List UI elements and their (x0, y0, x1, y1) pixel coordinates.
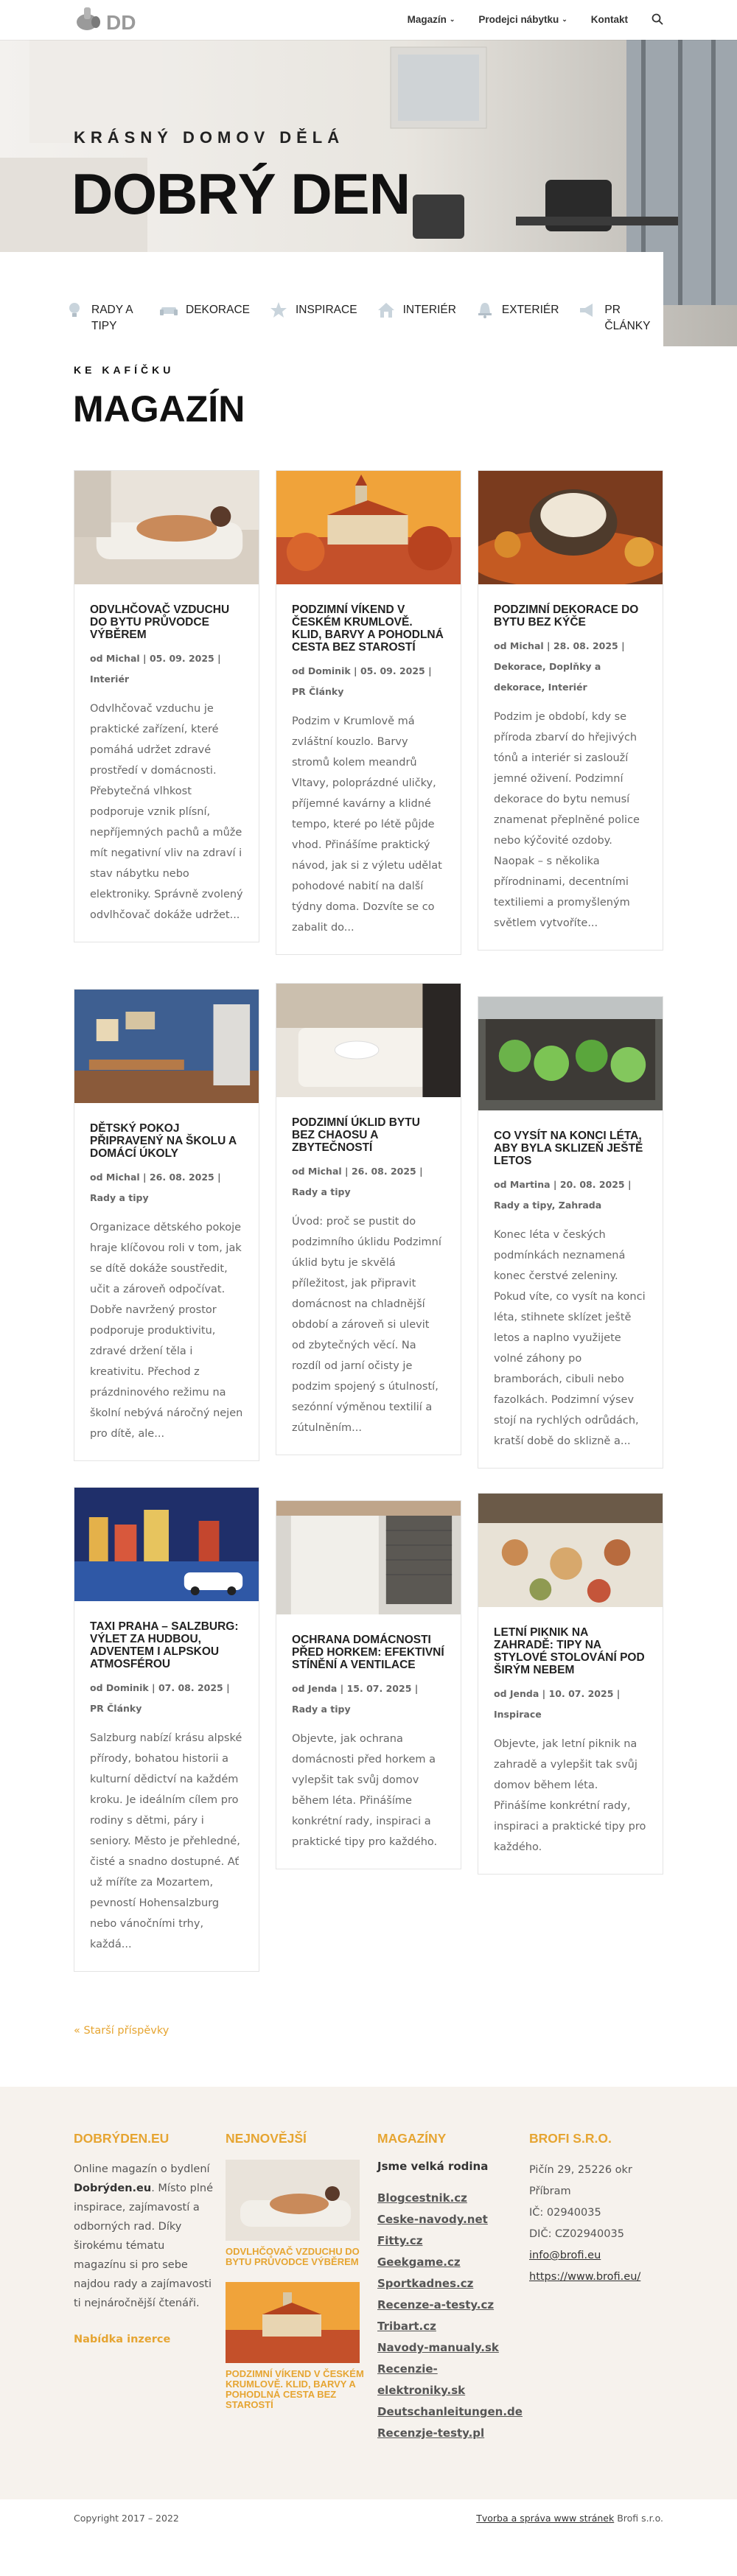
category-dekorace[interactable] (159, 302, 250, 320)
post-title[interactable]: ODVLHČOVAČ VZDUCHU DO BYTU PRŮVODCE VÝBĚREM (90, 603, 230, 641)
credit (476, 2513, 663, 2524)
lightbulb-icon (65, 301, 84, 320)
post-meta: od Michal | 05. 09. 2025 | Interiér (90, 653, 221, 685)
post-excerpt: Úvod: proč se pustit do podzimního úklidu Podzimní úklid bytu je skvělá příležitost, jak připravit domácnost na chladnější období a zároveň si ulevit od zbytečných věcí. Na rozdíl od jarní očisty je podzim spojený s útulností, sezónní výměnou textilií a zútulněním... (292, 1216, 441, 1434)
chevron-down-icon: ⌄ (449, 15, 455, 23)
company-dic: DIČ: CZ02940035 (529, 2228, 624, 2240)
post-meta: od Jenda | 10. 07. 2025 | Inspirace (494, 1688, 621, 1720)
footer-col-about (74, 2131, 214, 2345)
about-brand: Dobrýden.eu (74, 2183, 152, 2194)
post-title[interactable]: PODZIMNÍ ÚKLID BYTU BEZ CHAOSU A ZBYTEČNOSTÍ (292, 1116, 420, 1154)
post-meta: od Michal | 28. 08. 2025 | Dekorace, Doplňky a dekorace, Interiér (494, 640, 625, 693)
partner-link[interactable]: Recenze-a-testy.cz (377, 2298, 495, 2311)
post-date: 26. 08. 2025 (351, 1166, 416, 1177)
credit-suffix: Brofi s.r.o. (614, 2513, 663, 2524)
footer-heading: MAGAZÍNY (377, 2131, 447, 2146)
post-card[interactable] (74, 470, 259, 942)
post-date: 05. 09. 2025 (149, 653, 214, 664)
about-text-pre: Online magazín o bydlení (74, 2163, 210, 2175)
post-author[interactable]: Michal (105, 653, 140, 664)
post-title[interactable]: PODZIMNÍ VÍKEND V ČESKÉM KRUMLOVĚ. KLID, BARVY A POHODLNÁ CESTA BEZ STAROSTÍ (292, 603, 444, 654)
section-title: MAGAZÍN (73, 388, 245, 430)
footer-about-text (74, 2160, 214, 2313)
partner-link[interactable]: Navody-manualy.sk (377, 2341, 499, 2354)
meta-by: od (494, 1179, 507, 1190)
house-icon (377, 301, 396, 320)
site-logo[interactable] (74, 3, 147, 35)
post-excerpt: Konec léta v českých podmínkách neznamená konec čerstvé zeleniny. Pokud víte, co vysít na konci léta, stihnete sklízet ještě letos a naplno využijete volné záhony po bramborách, cibuli nebo fazolkách. Podzimní výsev stojí na rychlých odrůdách, kratší době do sklizně a... (494, 1229, 646, 1447)
post-date: 28. 08. 2025 (553, 640, 618, 651)
post-card[interactable] (74, 1487, 259, 1972)
latest-post-thumbnail[interactable] (226, 2160, 360, 2241)
category-rady-a-tipy[interactable] (65, 302, 140, 335)
site-header (0, 0, 737, 40)
post-meta: od Martina | 20. 08. 2025 | Rady a tipy, Zahrada (494, 1179, 632, 1211)
partner-link[interactable]: Geekgame.cz (377, 2255, 461, 2269)
nav-label: Magazín (407, 13, 447, 25)
latest-post-title[interactable]: PODZIMNÍ VÍKEND V ČESKÉM KRUMLOVĚ. KLID, BARVY A POHODLNÁ CESTA BEZ STAROSTÍ (226, 2368, 364, 2410)
post-thumbnail[interactable] (478, 471, 663, 584)
post-author[interactable]: Michal (105, 1172, 140, 1183)
bottom-bar (0, 2499, 737, 2576)
post-categories[interactable]: Inspirace (494, 1709, 542, 1720)
meta-by: od (292, 1683, 305, 1694)
post-author[interactable]: Martina (509, 1179, 551, 1190)
company-address: Pičín 29, 25226 okr Příbram (529, 2164, 632, 2197)
meta-by: od (90, 1172, 103, 1183)
partner-link[interactable]: Recenzie-elektroniky.sk (377, 2362, 466, 2397)
meta-by: od (292, 1166, 305, 1177)
post-author[interactable]: Jenda (509, 1688, 539, 1699)
post-card[interactable] (478, 996, 663, 1469)
post-excerpt: Objevte, jak ochrana domácnosti před horkem a vylepšit tak svůj domov během léta. Přinášíme konkrétní rady, inspiraci a praktické tipy pro každého. (292, 1733, 438, 1848)
post-author[interactable]: Dominik (307, 665, 351, 676)
company-email-link[interactable]: info@brofi.eu (529, 2250, 601, 2261)
post-title[interactable]: CO VYSÍT NA KONCI LÉTA, ABY BYLA SKLIZEŇ JEŠTĚ LETOS (494, 1130, 643, 1167)
partner-link[interactable]: Tribart.cz (377, 2320, 436, 2333)
post-thumbnail[interactable] (478, 997, 663, 1110)
post-categories[interactable]: PR Články (292, 686, 344, 697)
post-categories[interactable]: Interiér (90, 673, 130, 685)
post-card[interactable] (276, 1500, 461, 1869)
footer-col-company (529, 2131, 669, 2288)
post-meta: od Michal | 26. 08. 2025 | Rady a tipy (90, 1172, 221, 1203)
post-thumbnail[interactable] (276, 1501, 461, 1614)
bell-icon (475, 301, 495, 320)
category-label: EXTERIÉR (501, 304, 559, 316)
partner-link[interactable]: Recenzje-testy.pl (377, 2426, 485, 2440)
post-meta: od Michal | 26. 08. 2025 | Rady a tipy (292, 1166, 423, 1197)
company-web-link[interactable]: https://www.brofi.eu/ (529, 2271, 641, 2283)
search-icon[interactable] (652, 13, 663, 25)
partners-label: Jsme velká rodina (377, 2160, 489, 2173)
post-author[interactable]: Michal (509, 640, 544, 651)
about-text-post: . Místo plné inspirace, zajímavostí a odborných rad. Díky širokému tématu magazínu si pro sebe najdou rady a zajímavosti ti nejnáročnější čtenáři. (74, 2183, 214, 2309)
category-label: PR ČLÁNKY (604, 304, 651, 332)
post-author[interactable]: Jenda (307, 1683, 338, 1694)
post-date: 26. 08. 2025 (149, 1172, 214, 1183)
meta-by: od (494, 640, 507, 651)
section-kicker: KE KAFÍČKU (74, 364, 175, 376)
post-excerpt: Organizace dětského pokoje hraje klíčovou roli v tom, jak se dítě dokáže soustředit, učit a zároveň odpočívat. Dobře navržený prostor podporuje produktivitu, zdravé držení těla i kreativitu. Přechod z prázdninového režimu na školní nebývá náročný nejen pro dítě, ale... (90, 1222, 243, 1440)
latest-post-title[interactable]: ODVLHČOVAČ VZDUCHU DO BYTU PRŮVODCE VÝBĚREM (226, 2246, 360, 2267)
star-icon (269, 301, 288, 320)
post-thumbnail[interactable] (478, 1494, 663, 1607)
post-categories[interactable]: Rady a tipy (292, 1186, 351, 1197)
footer-col-latest (226, 2131, 366, 2425)
post-date: 10. 07. 2025 (548, 1688, 614, 1699)
post-title[interactable]: PODZIMNÍ DEKORACE DO BYTU BEZ KÝČE (494, 603, 639, 629)
nav-item-prodejci[interactable] (478, 14, 567, 25)
megaphone-icon (578, 301, 597, 320)
meta-by: od (292, 665, 305, 676)
credit-link[interactable]: Tvorba a správa www stránek (476, 2513, 615, 2524)
category-inspirace[interactable] (269, 302, 357, 320)
post-categories[interactable]: Rady a tipy, Zahrada (494, 1200, 602, 1211)
post-thumbnail[interactable] (276, 984, 461, 1097)
partner-link[interactable]: Sportkadnes.cz (377, 2277, 474, 2290)
footer-col-magazines (377, 2131, 523, 2444)
footer-heading: NEJNOVĚJŠÍ (226, 2131, 307, 2146)
post-thumbnail[interactable] (276, 471, 461, 584)
post-card[interactable] (74, 989, 259, 1461)
footer-heading: DOBRÝDEN.EU (74, 2131, 170, 2146)
post-title[interactable]: TAXI PRAHA – SALZBURG: VÝLET ZA HUDBOU, ADVENTEM I ALPSKOU ATMOSFÉROU (90, 1620, 239, 1670)
post-date: 15. 07. 2025 (346, 1683, 412, 1694)
chevron-down-icon: ⌄ (562, 15, 567, 23)
nav-label: Prodejci nábytku (478, 13, 559, 25)
post-author[interactable]: Dominik (105, 1682, 149, 1693)
post-date: 05. 09. 2025 (360, 665, 425, 676)
partner-link[interactable]: Deutschanleitungen.de (377, 2405, 523, 2418)
partner-link[interactable]: Ceske-navody.net (377, 2213, 488, 2226)
post-meta: od Dominik | 07. 08. 2025 | PR Články (90, 1682, 230, 1714)
post-excerpt: Salzburg nabízí krásu alpské přírody, bohatou historii a kulturní dědictví na každém kroku. Je ideálním cílem pro rodiny s dětmi, páry i seniory. Město je přehledné, čisté a snadno dostupné. Ať už míříte za Mozartem, pevností Hohensalzburg nebo vánočními trhy, každá... (90, 1732, 242, 1950)
post-date: 20. 08. 2025 (559, 1179, 625, 1190)
meta-by: od (494, 1688, 507, 1699)
copyright: Copyright 2017 – 2022 (74, 2513, 179, 2524)
post-excerpt: Podzim v Krumlově má zvláštní kouzlo. Barvy stromů kolem meandrů Vltavy, poloprázdné uličky, příjemné kavárny a klidné tempo, které po létě půjde vhod. Přinášíme praktický návod, jak si z výletu udělat pohodové nabití na další týdny doma. Dozvíte se co zabalit do... (292, 715, 442, 934)
post-date: 07. 08. 2025 (158, 1682, 223, 1693)
nav-item-kontakt[interactable] (591, 14, 628, 25)
category-label: RADY A TIPY (91, 304, 133, 332)
older-posts-link[interactable]: « Starší příspěvky (74, 2025, 170, 2037)
latest-post-thumbnail[interactable] (226, 2282, 360, 2363)
post-card[interactable] (478, 1493, 663, 1875)
post-categories[interactable]: PR Články (90, 1703, 142, 1714)
partner-link[interactable]: Blogcestnik.cz (377, 2191, 467, 2205)
post-card[interactable] (276, 470, 461, 955)
meta-by: od (90, 1682, 103, 1693)
post-title[interactable]: DĚTSKÝ POKOJ PŘIPRAVENÝ NA ŠKOLU A DOMÁCÍ ÚKOLY (90, 1122, 237, 1160)
category-label: DEKORACE (186, 304, 250, 316)
hero-title: DOBRÝ DEN (71, 161, 411, 226)
post-categories[interactable]: Rady a tipy (90, 1192, 149, 1203)
post-title[interactable]: LETNÍ PIKNIK NA ZAHRADĚ: TIPY NA STYLOVÉ STOLOVÁNÍ POD ŠIRÝM NEBEM (494, 1626, 645, 1676)
category-label: INTERIÉR (402, 304, 456, 316)
hero-tagline: KRÁSNÝ DOMOV DĚLÁ (74, 128, 345, 147)
post-categories[interactable]: Dekorace, Doplňky a dekorace, Interiér (494, 661, 601, 693)
advertising-link[interactable]: Nabídka inzerce (74, 2334, 171, 2345)
sofa-icon (159, 301, 178, 320)
svg-text:DD: DD (106, 11, 136, 34)
footer-heading: BROFI S.R.O. (529, 2131, 612, 2146)
main-nav (408, 13, 663, 25)
category-exterier[interactable] (475, 302, 559, 320)
post-categories[interactable]: Rady a tipy (292, 1704, 351, 1715)
post-title[interactable]: OCHRANA DOMÁCNOSTI PŘED HORKEM: EFEKTIVNÍ STÍNĚNÍ A VENTILACE (292, 1634, 444, 1671)
post-thumbnail[interactable] (74, 1488, 259, 1601)
nav-label: Kontakt (590, 13, 628, 25)
category-pr-clanky[interactable] (578, 302, 653, 335)
nav-item-magazin[interactable] (408, 14, 455, 25)
category-interier[interactable] (377, 302, 456, 320)
post-excerpt: Podzim je období, kdy se příroda zbarví do hřejivých tónů a interiér si zaslouží jemné oživení. Podzimní dekorace do bytu nemusí znamenat přeplněné police nebo kýčovité ozdoby. Naopak – s několika přírodninami, decentními textiliemi a promyšleným světlem vytvoříte... (494, 711, 640, 929)
post-meta: od Dominik | 05. 09. 2025 | PR Články (292, 665, 432, 697)
category-list (65, 302, 672, 335)
post-card[interactable] (478, 470, 663, 951)
post-meta: od Jenda | 15. 07. 2025 | Rady a tipy (292, 1683, 419, 1715)
post-author[interactable]: Michal (307, 1166, 342, 1177)
company-ic: IČ: 02940035 (529, 2207, 601, 2219)
post-excerpt: Odvlhčovač vzduchu je praktické zařízení, které pomáhá udržet zdravé prostředí v domácnosti. Přebytečná vlhkost podporuje vznik plísní, nepříjemných pachů a může mít negativní vliv na zdraví i stav nábytku nebo elektroniky. Správně zvolený odvlhčovač dokáže udržet... (90, 703, 243, 921)
meta-by: od (90, 653, 103, 664)
post-thumbnail[interactable] (74, 990, 259, 1103)
post-card[interactable] (276, 983, 461, 1455)
category-label: INSPIRACE (296, 304, 357, 316)
partner-link[interactable]: Fitty.cz (377, 2234, 423, 2247)
post-excerpt: Objevte, jak letní piknik na zahradě a vylepšit tak svůj domov během léta. Přinášíme konkrétní rady, inspiraci a praktické tipy pro každého. (494, 1738, 646, 1853)
post-thumbnail[interactable] (74, 471, 259, 584)
